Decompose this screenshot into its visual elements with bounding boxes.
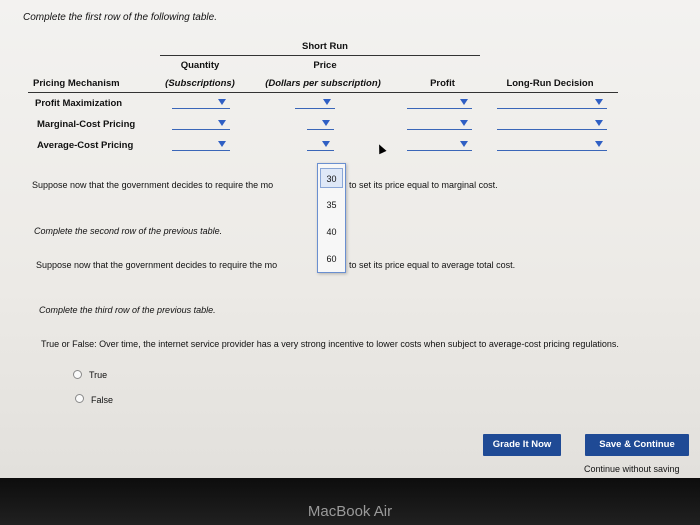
quantity-dropdown-row1[interactable] <box>172 97 230 109</box>
price-dropdown-row3[interactable] <box>307 139 334 151</box>
chevron-down-icon <box>460 120 468 126</box>
profit-dropdown-row3[interactable] <box>407 139 472 151</box>
profit-dropdown-row2[interactable] <box>407 118 472 130</box>
price-dropdown-row2[interactable] <box>307 118 334 130</box>
continue-without-saving-link[interactable]: Continue without saving <box>584 464 680 474</box>
suppose-ac-text-right: to set its price equal to average total cost. <box>349 260 516 270</box>
third-row-instruction: Complete the third row of the previous table. <box>39 305 216 315</box>
header-divider <box>28 92 618 93</box>
chevron-down-icon <box>595 120 603 126</box>
chevron-down-icon <box>595 141 603 147</box>
price-option-60[interactable]: 60 <box>326 254 337 264</box>
long-run-dropdown-row2[interactable] <box>497 118 607 130</box>
price-option-40[interactable]: 40 <box>326 227 337 237</box>
suppose-mc-text-right: to set its price equal to marginal cost. <box>349 180 498 190</box>
device-label: MacBook Air <box>307 503 393 520</box>
save-and-continue-button[interactable]: Save & Continue <box>585 434 689 456</box>
mouse-pointer-icon <box>375 143 386 155</box>
chevron-down-icon <box>323 99 331 105</box>
profit-header: Profit <box>430 78 455 89</box>
chevron-down-icon <box>595 99 603 105</box>
long-run-dropdown-row3[interactable] <box>497 139 607 151</box>
chevron-down-icon <box>460 141 468 147</box>
short-run-header: Short Run <box>302 41 348 52</box>
price-option-35[interactable]: 35 <box>326 200 337 210</box>
chevron-down-icon <box>218 141 226 147</box>
chevron-down-icon <box>218 120 226 126</box>
first-row-instruction: Complete the first row of the following table. <box>23 12 217 23</box>
row-label-profit-maximization: Profit Maximization <box>35 98 123 109</box>
pricing-mechanism-header: Pricing Mechanism <box>33 78 120 89</box>
price-dropdown-popup <box>317 163 346 273</box>
chevron-down-icon <box>218 99 226 105</box>
suppose-mc-text-left: Suppose now that the government decides to require the mo <box>32 180 274 190</box>
quantity-unit-header: (Subscriptions) <box>165 78 235 89</box>
second-row-instruction: Complete the second row of the previous table. <box>34 226 223 236</box>
true-false-question: True or False: Over time, the internet service provider has a very strong incentive to lower costs when subject to average-cost pricing regulations. <box>41 339 619 349</box>
chevron-down-icon <box>322 141 330 147</box>
row-label-average-cost-pricing: Average-Cost Pricing <box>37 140 134 151</box>
suppose-ac-text-left: Suppose now that the government decides to require the mo <box>36 260 278 270</box>
price-dropdown-row1[interactable] <box>295 97 335 109</box>
true-label: True <box>89 370 108 380</box>
short-run-underline <box>160 55 480 56</box>
true-radio[interactable] <box>73 370 82 379</box>
price-option-30[interactable]: 30 <box>320 168 343 188</box>
price-header: Price <box>313 60 337 71</box>
quantity-dropdown-row2[interactable] <box>172 118 230 130</box>
false-radio[interactable] <box>75 394 84 403</box>
chevron-down-icon <box>322 120 330 126</box>
long-run-dropdown-row1[interactable] <box>497 97 607 109</box>
row-label-marginal-cost-pricing: Marginal-Cost Pricing <box>37 119 136 130</box>
quantity-dropdown-row3[interactable] <box>172 139 230 151</box>
chevron-down-icon <box>460 99 468 105</box>
false-label: False <box>91 395 114 405</box>
grade-it-now-button[interactable]: Grade It Now <box>483 434 561 456</box>
price-unit-header: (Dollars per subscription) <box>265 78 381 89</box>
long-run-decision-header: Long-Run Decision <box>506 78 594 89</box>
quantity-header: Quantity <box>180 60 220 71</box>
profit-dropdown-row1[interactable] <box>407 97 472 109</box>
